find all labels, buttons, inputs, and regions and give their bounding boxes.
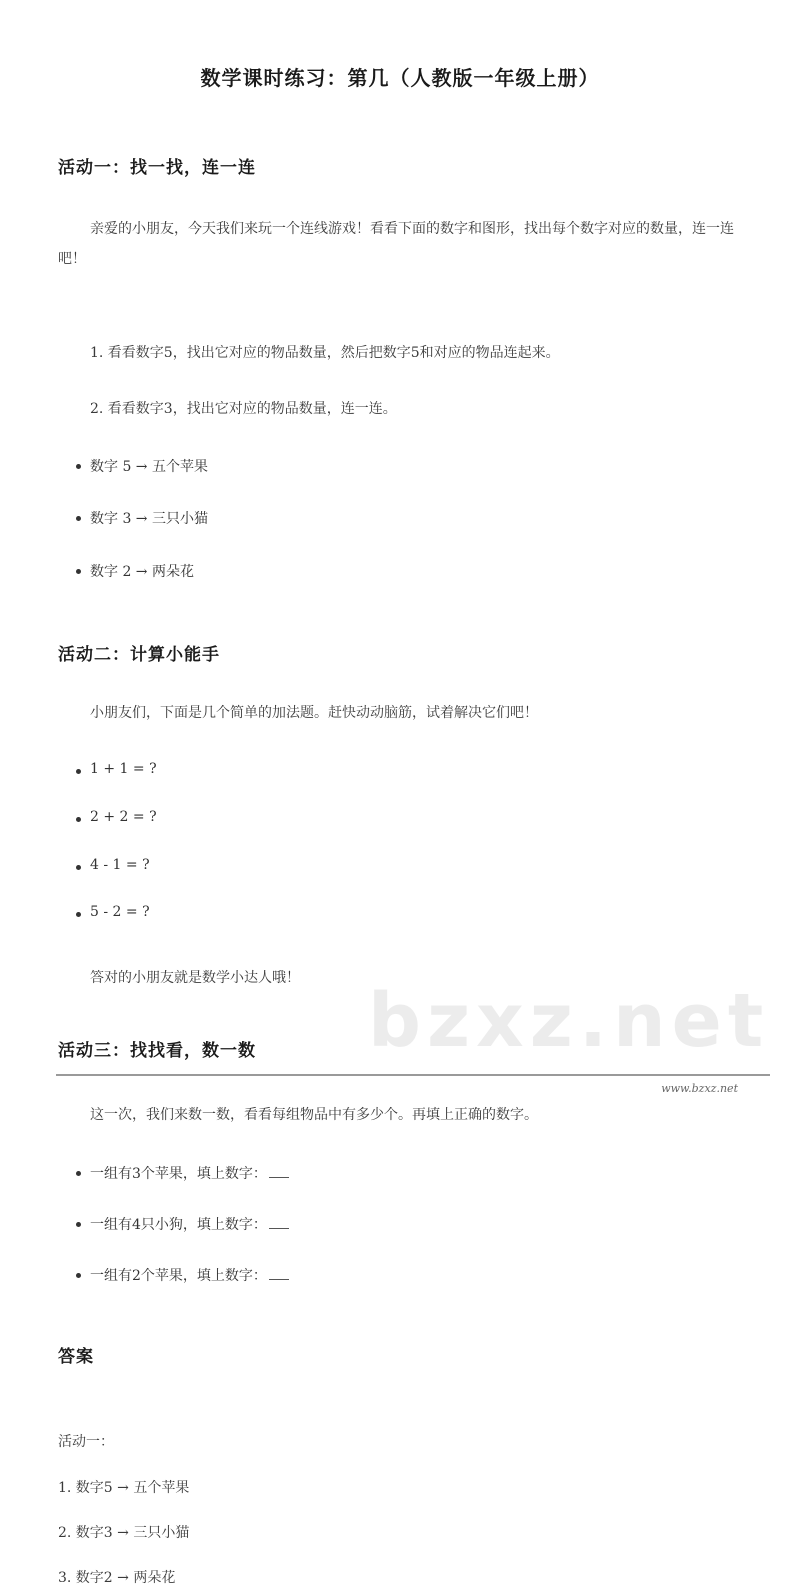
footer-url[interactable]: www.bzxz.net xyxy=(661,1082,738,1095)
answer-line-2: 2. 数字3 → 三只小猫 xyxy=(58,1525,190,1541)
activity1-pair-1: 数字 5 → 五个苹果 xyxy=(90,456,800,476)
activity2-closing: 答对的小朋友就是数学小达人哦！ xyxy=(90,970,300,986)
activity3-item-3-text: 一组有2个苹果，填上数字： xyxy=(90,1268,267,1284)
activity2-problem-1: 1 + 1 = ? xyxy=(90,761,800,777)
activity1-heading: 活动一：找一找，连一连 xyxy=(58,158,256,178)
activity3-item-2 xyxy=(90,1214,800,1234)
activity3-item-1-text: 一组有3个苹果，填上数字： xyxy=(90,1166,267,1182)
page-title: 数学课时练习：第几（人教版一年级上册） xyxy=(200,66,600,90)
activity1-step-1: 1. 看看数字5，找出它对应的物品数量，然后把数字5和对应的物品连起来。 xyxy=(90,345,560,361)
activity1-intro: 亲爱的小朋友，今天我们来玩一个连线游戏！看看下面的数字和图形，找出每个数字对应的数量，连一连吧！ xyxy=(58,221,734,267)
activity2-problem-4: 5 - 2 = ? xyxy=(90,904,800,920)
answer-blank[interactable] xyxy=(269,1216,289,1229)
activity1-step-2: 2. 看看数字3，找出它对应的物品数量，连一连。 xyxy=(90,401,397,417)
answers-label: 活动一： xyxy=(58,1434,114,1450)
activity2-heading: 活动二：计算小能手 xyxy=(58,645,220,665)
activity3-item-2-text: 一组有4只小狗，填上数字： xyxy=(90,1217,267,1233)
activity2-problem-3: 4 - 1 = ? xyxy=(90,857,800,873)
activity2-intro: 小朋友们，下面是几个简单的加法题。赶快动动脑筋，试着解决它们吧！ xyxy=(90,705,538,721)
answer-line-3: 3. 数字2 → 两朵花 xyxy=(58,1570,176,1586)
answers-heading: 答案 xyxy=(58,1347,94,1367)
activity3-item-3 xyxy=(90,1265,800,1285)
answer-blank[interactable] xyxy=(269,1267,289,1280)
activity1-pair-3: 数字 2 → 两朵花 xyxy=(90,561,800,581)
activity3-heading: 活动三：找找看，数一数 xyxy=(58,1041,256,1061)
footer-divider xyxy=(56,1074,770,1076)
activity3-item-1 xyxy=(90,1163,800,1183)
answer-line-1: 1. 数字5 → 五个苹果 xyxy=(58,1480,190,1496)
watermark: bzxz.net xyxy=(368,978,770,1064)
activity3-intro: 这一次，我们来数一数，看看每组物品中有多少个。再填上正确的数字。 xyxy=(90,1107,538,1123)
activity2-problem-2: 2 + 2 = ? xyxy=(90,809,800,825)
answer-blank[interactable] xyxy=(269,1165,289,1178)
activity1-pair-2: 数字 3 → 三只小猫 xyxy=(90,508,800,528)
